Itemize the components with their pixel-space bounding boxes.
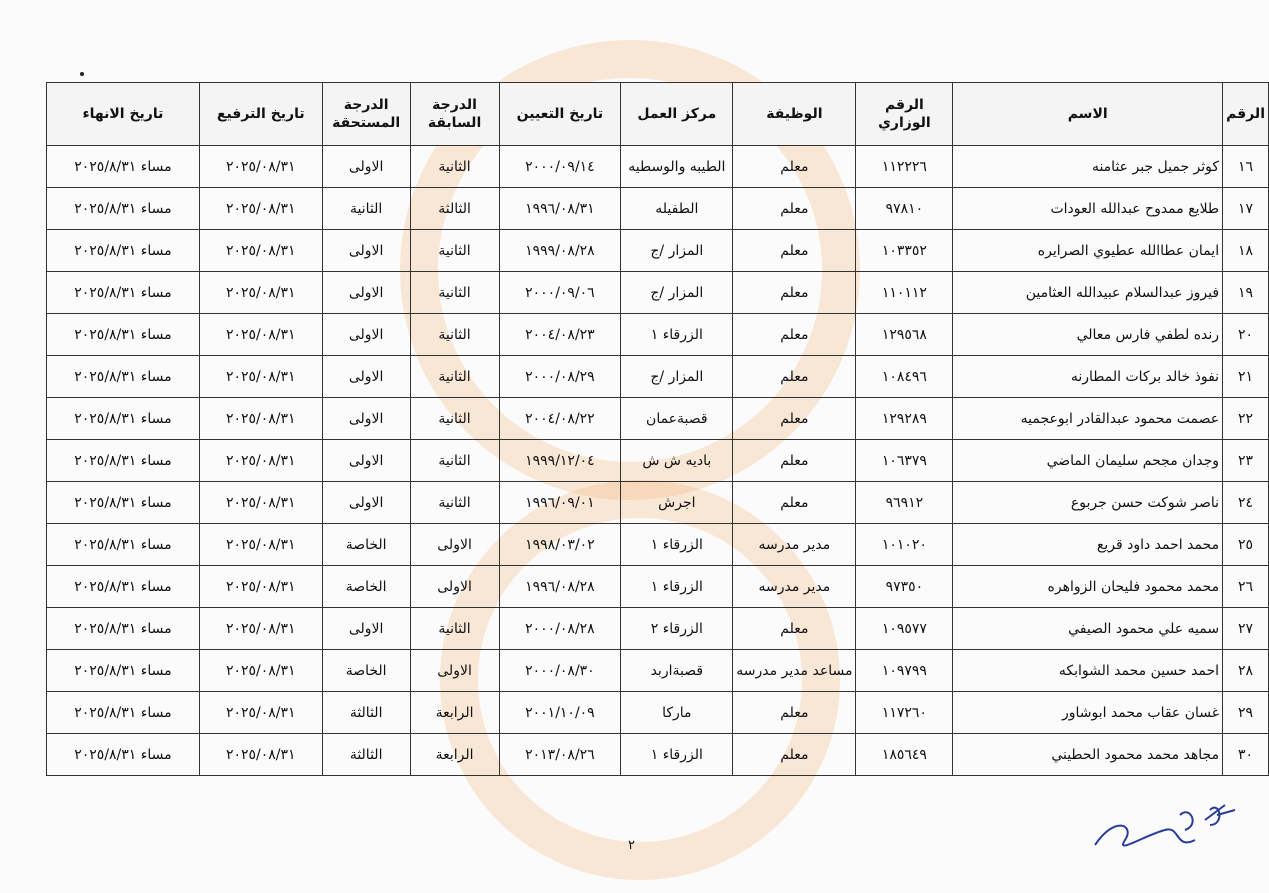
cell-row-number: ٢٣ — [1223, 440, 1269, 482]
promotions-table — [46, 82, 1269, 776]
cell-ministry-number: ١١٠١١٢ — [856, 272, 953, 314]
cell-job-title: معلم — [733, 146, 856, 188]
cell-row-number: ٢٨ — [1223, 650, 1269, 692]
cell-due-grade: الخاصة — [322, 524, 410, 566]
cell-appointment-date: ٢٠٠٠/٠٨/٣٠ — [499, 650, 621, 692]
cell-name: طلايع ممدوح عبدالله العودات — [953, 188, 1223, 230]
cell-name: غسان عقاب محمد ابوشاور — [953, 692, 1223, 734]
cell-end-date: مساء ٢٠٢٥/٨/٣١ — [47, 272, 200, 314]
cell-promotion-date: ٢٠٢٥/٠٨/٣١ — [199, 692, 322, 734]
signature — [1085, 795, 1245, 865]
cell-ministry-number: ١٠١٠٢٠ — [856, 524, 953, 566]
cell-promotion-date: ٢٠٢٥/٠٨/٣١ — [199, 398, 322, 440]
cell-ministry-number: ١١٧٢٦٠ — [856, 692, 953, 734]
cell-promotion-date: ٢٠٢٥/٠٨/٣١ — [199, 734, 322, 776]
cell-previous-grade: الثانية — [410, 272, 499, 314]
cell-job-title: معلم — [733, 692, 856, 734]
cell-row-number: ١٦ — [1223, 146, 1269, 188]
cell-row-number: ٢٥ — [1223, 524, 1269, 566]
cell-row-number: ٢٢ — [1223, 398, 1269, 440]
cell-name: عصمت محمود عبدالقادر ابوعجميه — [953, 398, 1223, 440]
table-row — [47, 650, 1269, 692]
cell-job-title: مدير مدرسه — [733, 566, 856, 608]
cell-row-number: ١٩ — [1223, 272, 1269, 314]
cell-ministry-number: ١٠٩٧٩٩ — [856, 650, 953, 692]
cell-end-date: مساء ٢٠٢٥/٨/٣١ — [47, 188, 200, 230]
cell-ministry-number: ١٢٩٥٦٨ — [856, 314, 953, 356]
cell-due-grade: الاولى — [322, 440, 410, 482]
cell-work-center: الطفيله — [621, 188, 733, 230]
table-row — [47, 398, 1269, 440]
cell-due-grade: الاولى — [322, 482, 410, 524]
header-appointment-date: تاريخ التعيين — [499, 83, 621, 146]
cell-promotion-date: ٢٠٢٥/٠٨/٣١ — [199, 314, 322, 356]
header-row-number: الرقم — [1223, 83, 1269, 146]
cell-promotion-date: ٢٠٢٥/٠٨/٣١ — [199, 566, 322, 608]
cell-job-title: معلم — [733, 608, 856, 650]
cell-promotion-date: ٢٠٢٥/٠٨/٣١ — [199, 272, 322, 314]
cell-work-center: الزرقاء ١ — [621, 314, 733, 356]
table-row — [47, 608, 1269, 650]
cell-name: احمد حسين محمد الشوابكه — [953, 650, 1223, 692]
cell-end-date: مساء ٢٠٢٥/٨/٣١ — [47, 356, 200, 398]
header-work-center: مركز العمل — [621, 83, 733, 146]
cell-work-center: الزرقاء ١ — [621, 524, 733, 566]
cell-previous-grade: الثانية — [410, 608, 499, 650]
cell-job-title: معلم — [733, 314, 856, 356]
cell-previous-grade: الثانية — [410, 398, 499, 440]
header-previous-grade: الدرجة السابقة — [410, 83, 499, 146]
cell-previous-grade: الثانية — [410, 314, 499, 356]
cell-appointment-date: ٢٠٠٤/٠٨/٢٢ — [499, 398, 621, 440]
table-row — [47, 356, 1269, 398]
cell-work-center: الطيبه والوسطيه — [621, 146, 733, 188]
cell-appointment-date: ١٩٩٩/٠٨/٢٨ — [499, 230, 621, 272]
cell-work-center: الزرقاء ١ — [621, 566, 733, 608]
table-row — [47, 692, 1269, 734]
cell-previous-grade: الثالثة — [410, 188, 499, 230]
cell-promotion-date: ٢٠٢٥/٠٨/٣١ — [199, 524, 322, 566]
cell-row-number: ٢٤ — [1223, 482, 1269, 524]
cell-promotion-date: ٢٠٢٥/٠٨/٣١ — [199, 440, 322, 482]
cell-ministry-number: ١٠٦٣٧٩ — [856, 440, 953, 482]
cell-work-center: اجرش — [621, 482, 733, 524]
table-row — [47, 734, 1269, 776]
cell-appointment-date: ١٩٩٩/١٢/٠٤ — [499, 440, 621, 482]
cell-promotion-date: ٢٠٢٥/٠٨/٣١ — [199, 482, 322, 524]
header-job-title: الوظيفة — [733, 83, 856, 146]
cell-end-date: مساء ٢٠٢٥/٨/٣١ — [47, 230, 200, 272]
cell-end-date: مساء ٢٠٢٥/٨/٣١ — [47, 440, 200, 482]
cell-previous-grade: الرابعة — [410, 692, 499, 734]
table-row — [47, 230, 1269, 272]
cell-job-title: معلم — [733, 230, 856, 272]
cell-name: ناصر شوكت حسن جربوع — [953, 482, 1223, 524]
cell-previous-grade: الاولى — [410, 650, 499, 692]
cell-job-title: معلم — [733, 356, 856, 398]
cell-job-title: معلم — [733, 272, 856, 314]
cell-due-grade: الاولى — [322, 230, 410, 272]
cell-previous-grade: الثانية — [410, 440, 499, 482]
cell-job-title: مدير مدرسه — [733, 524, 856, 566]
cell-promotion-date: ٢٠٢٥/٠٨/٣١ — [199, 608, 322, 650]
cell-row-number: ٢٦ — [1223, 566, 1269, 608]
cell-previous-grade: الرابعة — [410, 734, 499, 776]
header-promotion-date: تاريخ الترفيع — [199, 83, 322, 146]
cell-end-date: مساء ٢٠٢٥/٨/٣١ — [47, 146, 200, 188]
table-row — [47, 272, 1269, 314]
cell-end-date: مساء ٢٠٢٥/٨/٣١ — [47, 314, 200, 356]
cell-promotion-date: ٢٠٢٥/٠٨/٣١ — [199, 356, 322, 398]
cell-row-number: ٢٠ — [1223, 314, 1269, 356]
cell-ministry-number: ١٢٩٢٨٩ — [856, 398, 953, 440]
cell-work-center: المزار /ج — [621, 356, 733, 398]
cell-appointment-date: ١٩٩٦/٠٨/٢٨ — [499, 566, 621, 608]
cell-work-center: ماركا — [621, 692, 733, 734]
cell-due-grade: الخاصة — [322, 566, 410, 608]
cell-due-grade: الثانية — [322, 188, 410, 230]
cell-end-date: مساء ٢٠٢٥/٨/٣١ — [47, 692, 200, 734]
cell-previous-grade: الاولى — [410, 524, 499, 566]
cell-due-grade: الخاصة — [322, 650, 410, 692]
cell-row-number: ٢٧ — [1223, 608, 1269, 650]
cell-name: كوثر جميل جبر عثامنه — [953, 146, 1223, 188]
cell-appointment-date: ٢٠٠١/١٠/٠٩ — [499, 692, 621, 734]
cell-previous-grade: الثانية — [410, 482, 499, 524]
cell-appointment-date: ١٩٩٨/٠٣/٠٢ — [499, 524, 621, 566]
cell-due-grade: الاولى — [322, 272, 410, 314]
cell-end-date: مساء ٢٠٢٥/٨/٣١ — [47, 482, 200, 524]
cell-end-date: مساء ٢٠٢٥/٨/٣١ — [47, 608, 200, 650]
table-row — [47, 146, 1269, 188]
cell-due-grade: الاولى — [322, 398, 410, 440]
cell-work-center: المزار /ج — [621, 230, 733, 272]
cell-name: سميه علي محمود الصيفي — [953, 608, 1223, 650]
cell-job-title: معلم — [733, 734, 856, 776]
cell-row-number: ٢٩ — [1223, 692, 1269, 734]
header-end-date: تاريخ الانهاء — [47, 83, 200, 146]
cell-end-date: مساء ٢٠٢٥/٨/٣١ — [47, 566, 200, 608]
cell-row-number: ١٨ — [1223, 230, 1269, 272]
cell-row-number: ٣٠ — [1223, 734, 1269, 776]
cell-ministry-number: ٩٧٣٥٠ — [856, 566, 953, 608]
cell-ministry-number: ١٠٣٣٥٢ — [856, 230, 953, 272]
cell-work-center: المزار /ج — [621, 272, 733, 314]
cell-ministry-number: ١١٢٢٢٦ — [856, 146, 953, 188]
cell-name: مجاهد محمد محمود الحطيني — [953, 734, 1223, 776]
cell-due-grade: الاولى — [322, 314, 410, 356]
table-row — [47, 188, 1269, 230]
cell-work-center: باديه ش ش — [621, 440, 733, 482]
page-number: ٢ — [628, 838, 635, 853]
table-row — [47, 566, 1269, 608]
cell-name: محمد محمود فليحان الزواهره — [953, 566, 1223, 608]
cell-appointment-date: ٢٠٠٠/٠٩/٠٦ — [499, 272, 621, 314]
cell-work-center: الزرقاء ١ — [621, 734, 733, 776]
header-due-grade: الدرجة المستحقة — [322, 83, 410, 146]
cell-previous-grade: الاولى — [410, 566, 499, 608]
cell-appointment-date: ١٩٩٦/٠٨/٣١ — [499, 188, 621, 230]
cell-ministry-number: ١٠٨٤٩٦ — [856, 356, 953, 398]
cell-row-number: ١٧ — [1223, 188, 1269, 230]
cell-job-title: معلم — [733, 440, 856, 482]
cell-appointment-date: ٢٠٠٠/٠٩/١٤ — [499, 146, 621, 188]
header-name: الاسم — [953, 83, 1223, 146]
scan-dot — [80, 72, 84, 76]
cell-ministry-number: ٩٧٨١٠ — [856, 188, 953, 230]
cell-end-date: مساء ٢٠٢٥/٨/٣١ — [47, 650, 200, 692]
table-header — [47, 83, 1269, 146]
cell-appointment-date: ٢٠٠٤/٠٨/٢٣ — [499, 314, 621, 356]
cell-promotion-date: ٢٠٢٥/٠٨/٣١ — [199, 230, 322, 272]
cell-name: ايمان عطاالله عطيوي الصرايره — [953, 230, 1223, 272]
cell-ministry-number: ١٨٥٦٤٩ — [856, 734, 953, 776]
table-row — [47, 440, 1269, 482]
cell-promotion-date: ٢٠٢٥/٠٨/٣١ — [199, 650, 322, 692]
cell-ministry-number: ١٠٩٥٧٧ — [856, 608, 953, 650]
cell-appointment-date: ٢٠٠٠/٠٨/٢٨ — [499, 608, 621, 650]
cell-work-center: الزرقاء ٢ — [621, 608, 733, 650]
cell-name: فيروز عبدالسلام عبيدالله العثامين — [953, 272, 1223, 314]
cell-due-grade: الاولى — [322, 356, 410, 398]
cell-promotion-date: ٢٠٢٥/٠٨/٣١ — [199, 188, 322, 230]
cell-name: رنده لطفي فارس معالي — [953, 314, 1223, 356]
table-row — [47, 482, 1269, 524]
cell-end-date: مساء ٢٠٢٥/٨/٣١ — [47, 398, 200, 440]
cell-appointment-date: ٢٠٠٠/٠٨/٢٩ — [499, 356, 621, 398]
cell-promotion-date: ٢٠٢٥/٠٨/٣١ — [199, 146, 322, 188]
cell-row-number: ٢١ — [1223, 356, 1269, 398]
cell-previous-grade: الثانية — [410, 230, 499, 272]
cell-ministry-number: ٩٦٩١٢ — [856, 482, 953, 524]
cell-job-title: معلم — [733, 482, 856, 524]
cell-job-title: معلم — [733, 398, 856, 440]
cell-name: محمد احمد داود قريع — [953, 524, 1223, 566]
cell-due-grade: الثالثة — [322, 734, 410, 776]
cell-work-center: قصبةعمان — [621, 398, 733, 440]
cell-appointment-date: ١٩٩٦/٠٩/٠١ — [499, 482, 621, 524]
cell-job-title: معلم — [733, 188, 856, 230]
cell-previous-grade: الثانية — [410, 356, 499, 398]
table-row — [47, 314, 1269, 356]
cell-end-date: مساء ٢٠٢٥/٨/٣١ — [47, 734, 200, 776]
cell-due-grade: الاولى — [322, 608, 410, 650]
cell-due-grade: الثالثة — [322, 692, 410, 734]
cell-job-title: مساعد مدير مدرسه — [733, 650, 856, 692]
cell-name: وجدان مجحم سليمان الماضي — [953, 440, 1223, 482]
header-ministry-number: الرقم الوزاري — [856, 83, 953, 146]
cell-work-center: قصبةاربد — [621, 650, 733, 692]
cell-appointment-date: ٢٠١٣/٠٨/٢٦ — [499, 734, 621, 776]
table-row — [47, 524, 1269, 566]
cell-previous-grade: الثانية — [410, 146, 499, 188]
cell-name: نفوذ خالد بركات المطارنه — [953, 356, 1223, 398]
cell-due-grade: الاولى — [322, 146, 410, 188]
cell-end-date: مساء ٢٠٢٥/٨/٣١ — [47, 524, 200, 566]
